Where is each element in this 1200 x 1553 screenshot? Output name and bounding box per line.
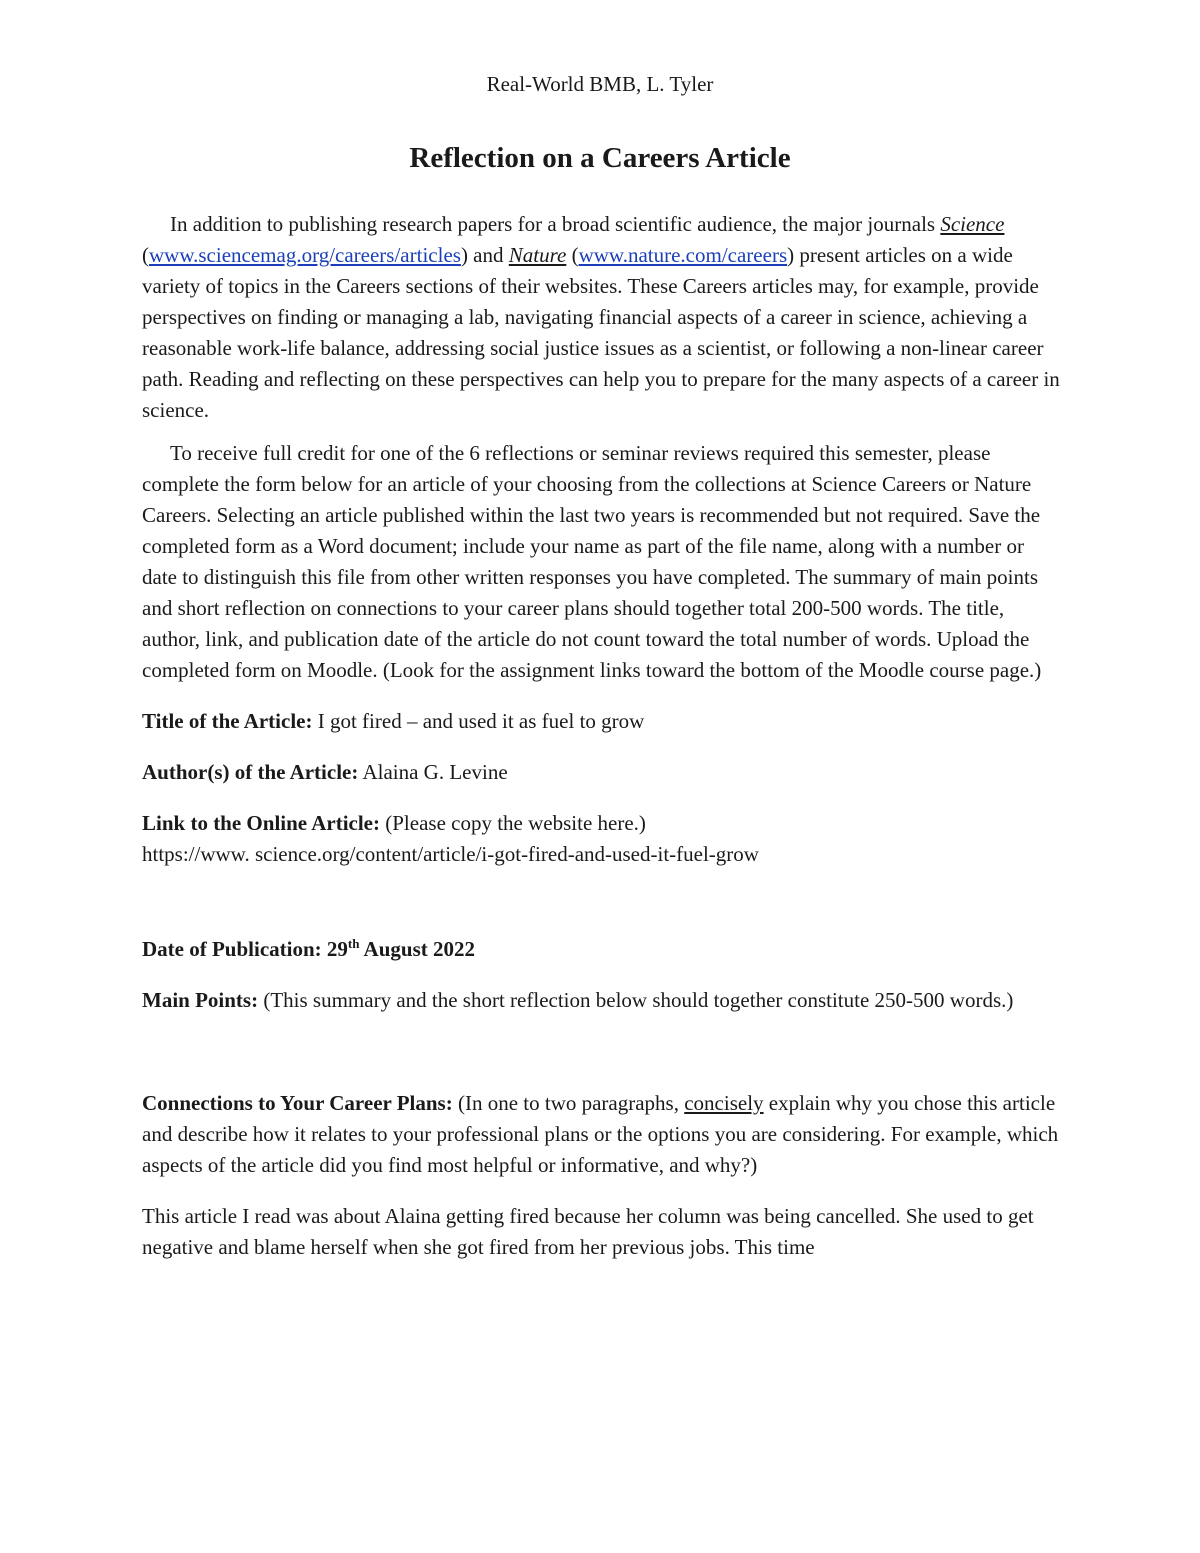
journal-nature: Nature: [508, 243, 567, 267]
main-points-hint: (This summary and the short reflection below should together constitute 250-500 words.): [258, 988, 1014, 1012]
article-author-label: Author(s) of the Article:: [142, 760, 359, 784]
intro-text: (: [142, 243, 149, 267]
document-body: [142, 209, 1062, 1263]
intro-text: ) present articles on a wide variety of topics in the Careers sections of their websites. These Careers articles may, for example, provide perspectives on finding or managing a lab, navigating financial aspects of a career in science, achieving a reasonable work-life balance, addressing social justice issues as a scientist, or following a non-linear career path. Reading and reflecting on these perspectives can help you to prepare for the many aspects of a career in science.: [142, 243, 1060, 422]
publication-date-label: Date of Publication: 29: [142, 937, 348, 961]
career-connections-hint: (In one to two paragraphs,: [452, 1091, 685, 1115]
article-link-field: [142, 808, 1062, 870]
intro-text: ) and: [460, 243, 509, 267]
article-author-value: Alaina G. Levine: [358, 760, 508, 784]
nature-careers-link[interactable]: www.nature.com/careers: [578, 243, 788, 267]
article-link-value: https://www. science.org/content/article/i-got-fired-and-used-it-fuel-grow: [142, 842, 759, 866]
article-title-value: I got fired – and used it as fuel to grow: [312, 709, 645, 733]
main-points-field: [142, 985, 1062, 1016]
article-link-label: Link to the Online Article:: [142, 811, 380, 835]
page-header: Real-World BMB, L. Tyler: [486, 72, 714, 96]
science-careers-link[interactable]: www.sciencemag.org/careers/articles: [149, 243, 461, 267]
response-paragraph: This article I read was about Alaina getting fired because her column was being cancelled. She used to get negative and blame herself when she got fired from her previous jobs. This time: [142, 1204, 1034, 1259]
career-connections-label: Connections to Your Career Plans:: [142, 1091, 453, 1115]
concisely-emphasis: concisely: [684, 1091, 764, 1115]
article-link-hint: (Please copy the website here.): [380, 811, 646, 835]
publication-date-field: [142, 934, 1062, 965]
intro-text: (: [566, 243, 579, 267]
intro-paragraph: [142, 209, 1062, 426]
main-points-label: Main Points:: [142, 988, 259, 1012]
document-title: Reflection on a Careers Article: [409, 142, 791, 174]
article-author-field: [142, 757, 1062, 788]
journal-science: Science: [940, 212, 1005, 236]
publication-date-rest: August 2022: [359, 937, 475, 961]
career-connections-field: [142, 1088, 1062, 1181]
article-title-field: [142, 706, 1062, 737]
career-connections-hint-rest: explain why you chose this article and describe how it relates to your professional plans or the options you are considering. For example, which aspects of the article did you find most helpful or informative, and why?): [142, 1091, 1059, 1177]
intro-text: In addition to publishing research papers for a broad scientific audience, the major journals: [170, 212, 941, 236]
instructions-paragraph: To receive full credit for one of the 6 reflections or seminar reviews required this semester, please complete the form below for an article of your choosing from the collections at Science Careers or Nature Careers. Selecting an article published within the last two years is recommended but not required. Save the completed form as a Word document; include your name as part of the file name, along with a number or date to distinguish this file from other written responses you have completed. The summary of main points and short reflection on connections to your career plans should together total 200-500 words. The title, author, link, and publication date of the article do not count toward the total number of words. Upload the completed form on Moodle. (Look for the assignment links toward the bottom of the Moodle course page.): [142, 441, 1042, 682]
article-title-label: Title of the Article:: [142, 709, 313, 733]
publication-date-ordinal: th: [347, 936, 360, 951]
